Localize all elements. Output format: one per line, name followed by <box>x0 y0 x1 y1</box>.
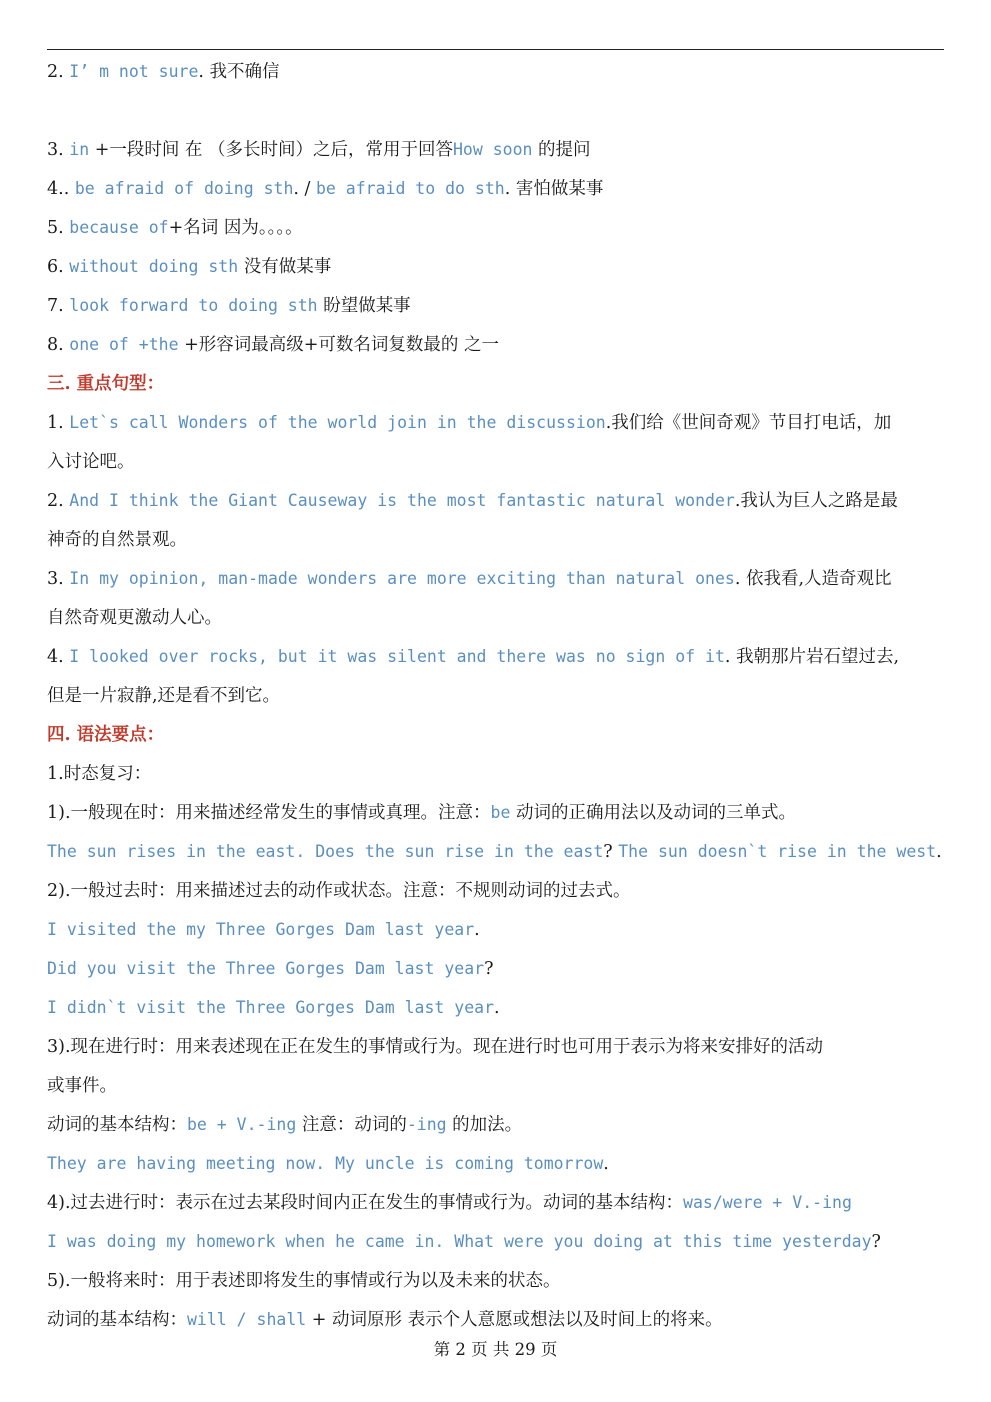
text-line <box>47 529 947 551</box>
text-line <box>47 1114 947 1136</box>
text-line <box>47 490 947 512</box>
text-line <box>47 1309 947 1331</box>
chinese-text: . 害怕做某事 <box>504 179 604 199</box>
chinese-text: . 依我看,人造奇观比 <box>734 569 892 589</box>
english-text: be afraid of doing sth <box>74 179 294 198</box>
chinese-text: 1. <box>47 413 70 433</box>
text-line <box>47 802 947 824</box>
chinese-text: 的加法。 <box>446 1115 523 1135</box>
text-line <box>47 256 947 278</box>
chinese-text: 动词的正确用法以及动词的三单式。 <box>510 803 796 823</box>
chinese-text: 2).一般过去时：用来描述过去的动作或状态。注意：不规则动词的过去式。 <box>47 881 631 901</box>
chinese-text: 3. <box>47 140 70 160</box>
chinese-text: . <box>494 998 500 1018</box>
english-text: In my opinion, man-made wonders are more exciting than natural ones <box>69 569 735 588</box>
text-line <box>47 568 947 590</box>
chinese-text: 5. <box>47 218 70 238</box>
english-text: be + V.-ing <box>187 1115 297 1134</box>
text-line <box>47 178 947 200</box>
english-text: I was doing my homework when he came in. What were you doing at this time yesterday <box>47 1232 872 1251</box>
chinese-text: . <box>474 920 480 940</box>
text-line <box>47 1270 947 1292</box>
chinese-text: 入讨论吧。 <box>47 452 135 472</box>
section-heading <box>47 373 947 395</box>
text-line <box>47 958 947 980</box>
text-line <box>47 139 947 161</box>
english-text: -ing <box>406 1115 447 1134</box>
english-text: Let`s call Wonders of the world join in the discussion <box>69 413 606 432</box>
chinese-text: ? <box>603 842 619 862</box>
english-text: I didn`t visit the Three Gorges Dam last year <box>47 998 495 1017</box>
chinese-text: 2. <box>47 491 70 511</box>
heading-text: 三. 重点句型： <box>47 374 165 394</box>
chinese-text: . <box>936 842 942 862</box>
text-line <box>47 1231 947 1253</box>
top-rule <box>47 49 944 50</box>
chinese-text: 或事件。 <box>47 1076 117 1096</box>
text-line <box>47 334 947 356</box>
text-line <box>47 412 947 434</box>
text-line <box>47 841 947 863</box>
chinese-text: .我认为巨人之路是最 <box>734 491 898 511</box>
chinese-text: 5).一般将来时：用于表述即将发生的事情或行为以及未来的状态。 <box>47 1271 561 1291</box>
english-text: without doing sth <box>69 257 239 276</box>
text-line <box>47 295 947 317</box>
text-line <box>47 1153 947 1175</box>
text-line <box>47 451 947 473</box>
chinese-text: 8. <box>47 335 70 355</box>
english-text: The sun doesn`t rise in the west <box>618 842 937 861</box>
chinese-text: 没有做某事 <box>238 257 332 277</box>
text-line <box>47 997 947 1019</box>
chinese-text: 自然奇观更激动人心。 <box>47 608 222 628</box>
english-text: How soon <box>453 140 533 159</box>
text-line <box>47 646 947 668</box>
chinese-text: 3. <box>47 569 70 589</box>
text-line <box>47 685 947 707</box>
chinese-text: 6. <box>47 257 70 277</box>
text-line <box>47 61 947 83</box>
english-text: The sun rises in the east. Does the sun rise in the east <box>47 842 604 861</box>
chinese-text: 4).过去进行时：表示在过去某段时间内正在发生的事情或行为。动词的基本结构： <box>47 1193 684 1213</box>
chinese-text: 4. <box>47 647 70 667</box>
chinese-text: 注意：动词的 <box>296 1115 407 1135</box>
chinese-text: 但是一片寂静,还是看不到它。 <box>47 686 281 706</box>
chinese-text: 的提问 <box>532 140 591 160</box>
section-heading <box>47 724 947 746</box>
english-text: be afraid to do sth <box>315 179 505 198</box>
chinese-text: . / <box>293 179 316 199</box>
text-line <box>47 1075 947 1097</box>
chinese-text: ? <box>871 1232 881 1252</box>
text-line <box>47 1036 947 1058</box>
chinese-text: . 我不确信 <box>198 62 280 82</box>
chinese-text: +一段时间 在 （多长时间）之后，常用于回答 <box>89 140 453 160</box>
chinese-text: +名词 因为。。。。 <box>168 218 303 238</box>
english-text: I looked over rocks, but it was silent and there was no sign of it <box>69 647 725 666</box>
english-text: one of +the <box>69 335 179 354</box>
chinese-text: 3).现在进行时：用来表述现在正在发生的事情或行为。现在进行时也可用于表示为将来安排好的活动 <box>47 1037 824 1057</box>
heading-text: 四. 语法要点： <box>47 725 165 745</box>
chinese-text: 4.. <box>47 179 75 199</box>
english-text: Did you visit the Three Gorges Dam last year <box>47 959 485 978</box>
text-line <box>47 1192 947 1214</box>
text-line <box>47 880 947 902</box>
english-text: be <box>490 803 511 822</box>
chinese-text: . 我朝那片岩石望过去, <box>724 647 900 667</box>
chinese-text: 7. <box>47 296 70 316</box>
chinese-text: +形容词最高级+可数名词复数最的 之一 <box>178 335 499 355</box>
text-line <box>47 763 947 785</box>
english-text: I visited the my Three Gorges Dam last year <box>47 920 475 939</box>
english-text: They are having meeting now. My uncle is coming tomorrow <box>47 1154 604 1173</box>
text-line <box>47 607 947 629</box>
chinese-text: .我们给《世间奇观》节目打电话，加 <box>605 413 892 433</box>
english-text: in <box>69 140 90 159</box>
chinese-text: 2. <box>47 62 70 82</box>
english-text: will / shall <box>187 1310 307 1329</box>
english-text: And I think the Giant Causeway is the most fantastic natural wonder <box>69 491 735 510</box>
chinese-text: 神奇的自然景观。 <box>47 530 187 550</box>
english-text: look forward to doing sth <box>69 296 318 315</box>
english-text: because of <box>69 218 169 237</box>
chinese-text: . <box>603 1154 609 1174</box>
text-line <box>47 217 947 239</box>
english-text: I’ m not sure <box>69 62 199 81</box>
page-footer: 第 2 页 共 29 页 <box>433 1340 558 1359</box>
english-text: was/were + V.-ing <box>683 1193 852 1212</box>
chinese-text: 1.时态复习： <box>47 764 152 784</box>
chinese-text: 盼望做某事 <box>317 296 411 316</box>
chinese-text: 1).一般现在时：用来描述经常发生的事情或真理。注意： <box>47 803 491 823</box>
chinese-text: 动词的基本结构： <box>47 1310 187 1330</box>
chinese-text: + 动词原形 表示个人意愿或想法以及时间上的将来。 <box>306 1310 723 1330</box>
chinese-text: 动词的基本结构： <box>47 1115 187 1135</box>
chinese-text: ? <box>484 959 494 979</box>
text-line <box>47 919 947 941</box>
